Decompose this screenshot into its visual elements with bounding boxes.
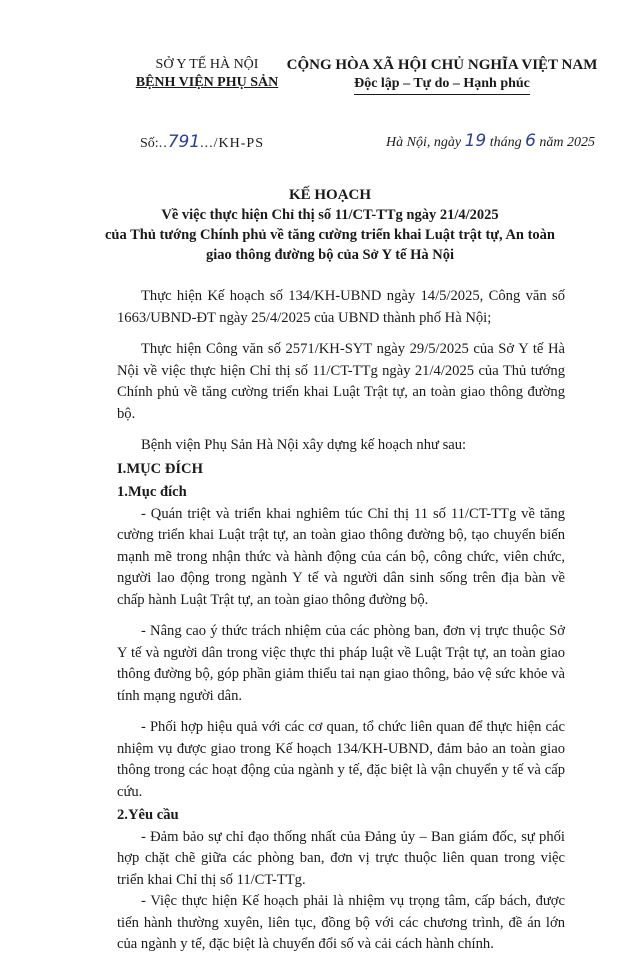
org-parent: SỞ Y TẾ HÀ NỘI <box>155 57 259 72</box>
section-heading-purpose: I.MỤC ĐÍCH <box>117 460 203 477</box>
org-name: BỆNH VIỆN PHỤ SẢN <box>135 75 279 90</box>
national-motto: Độc lập – Tự do – Hạnh phúc <box>354 75 530 95</box>
subheading-purpose: 1.Mục đích <box>117 484 187 500</box>
date-day-handwritten: 19 <box>464 131 487 151</box>
date-year: năm 2025 <box>535 135 596 150</box>
title-main: KẾ HOẠCH <box>288 187 372 203</box>
doc-number-dots: .. <box>158 136 168 151</box>
bullet-requirement-2: - Việc thực hiện Kế hoạch phải là nhiệm vụ trọng tâm, cấp bách, được tiến hành thường xuyên, liên tục, đồng bộ với các chương trình, đề án lớn của ngành y tế, đặc biệt là chuyển đổi số và cải cách hành chính. <box>117 893 565 952</box>
doc-number-prefix: Số: <box>140 136 159 151</box>
issue-date <box>386 131 595 151</box>
title-line-3: giao thông đường bộ của Sở Y tế Hà Nội <box>205 247 455 263</box>
doc-number-handwritten: 791 <box>167 132 201 152</box>
doc-number-suffix: .../KH-PS <box>200 136 264 151</box>
title-line-2: của Thủ tướng Chính phủ về tăng cường triển khai Luật trật tự, An toàn <box>105 227 555 243</box>
subheading-requirements: 2.Yêu cầu <box>117 807 179 823</box>
bullet-purpose-2: - Nâng cao ý thức trách nhiệm của các phòng ban, đơn vị trực thuộc Sở Y tế và người dân trong việc thực thi pháp luật về Luật Trật tự, an toàn giao thông đường bộ, góp phần giảm thiểu tai nạn giao thông, bảo vệ sức khỏe và tính mạng người dân. <box>117 623 565 704</box>
bullet-purpose-3: - Phối hợp hiệu quả với các cơ quan, tổ chức liên quan để thực hiện các nhiệm vụ được giao trong Kế hoạch 134/KH-UBND, đảm bảo an toàn giao thông trong các hoạt động của ngành y tế, đặc biệt là vận chuyển y tế và cấp cứu. <box>117 719 565 800</box>
document-body <box>117 286 565 956</box>
document-title <box>100 186 560 265</box>
national-title: CỘNG HÒA XÃ HỘI CHỦ NGHĨA VIỆT NAM <box>286 57 598 73</box>
bullet-requirement-1: - Đảm bảo sự chỉ đạo thống nhất của Đảng ủy – Ban giám đốc, sự phối hợp chặt chẽ giữa các phòng ban, đơn vị trực thuộc liên quan trong việc triển khai Chỉ thị số 11/CT-TTg. <box>117 828 565 888</box>
paragraph-intro: Bệnh viện Phụ Sản Hà Nội xây dựng kế hoạch như sau: <box>141 437 467 453</box>
bullet-purpose-1: - Quán triệt và triển khai nghiêm túc Chỉ thị 11 số 11/CT-TTg về tăng cường triển khai Luật trật tự, an toàn giao thông đường bộ, tạo chuyển biến mạnh mẽ trong nhận thức và hành động của cán bộ, công chức, viên chức, người lao động trong ngành Y tế và người dân sinh sống trên địa bàn về chấp hành Luật Trật tự, an toàn giao thông đường bộ. <box>117 505 565 608</box>
document-number <box>140 132 264 152</box>
paragraph-basis-1: Thực hiện Kế hoạch số 134/KH-UBND ngày 14/5/2025, Công văn số 1663/UBND-ĐT ngày 25/4/2025 của UBND thành phố Hà Nội; <box>117 288 565 326</box>
issuing-org-header <box>112 56 302 92</box>
date-month-label: tháng <box>486 135 526 150</box>
national-header <box>282 56 602 95</box>
title-line-1: Về việc thực hiện Chỉ thị số 11/CT-TTg ngày 21/4/2025 <box>161 207 499 223</box>
date-month-handwritten: 6 <box>525 131 536 151</box>
paragraph-basis-2: Thực hiện Công văn số 2571/KH-SYT ngày 29/5/2025 của Sở Y tế Hà Nội về việc thực hiện Chỉ thị số 11/CT-TTg ngày 21/4/2025 của Thủ tướng Chính phủ về tăng cường triển khai Luật Trật tự, an toàn giao thông đường bộ. <box>117 341 565 422</box>
date-prefix: Hà Nội, ngày <box>386 135 465 150</box>
